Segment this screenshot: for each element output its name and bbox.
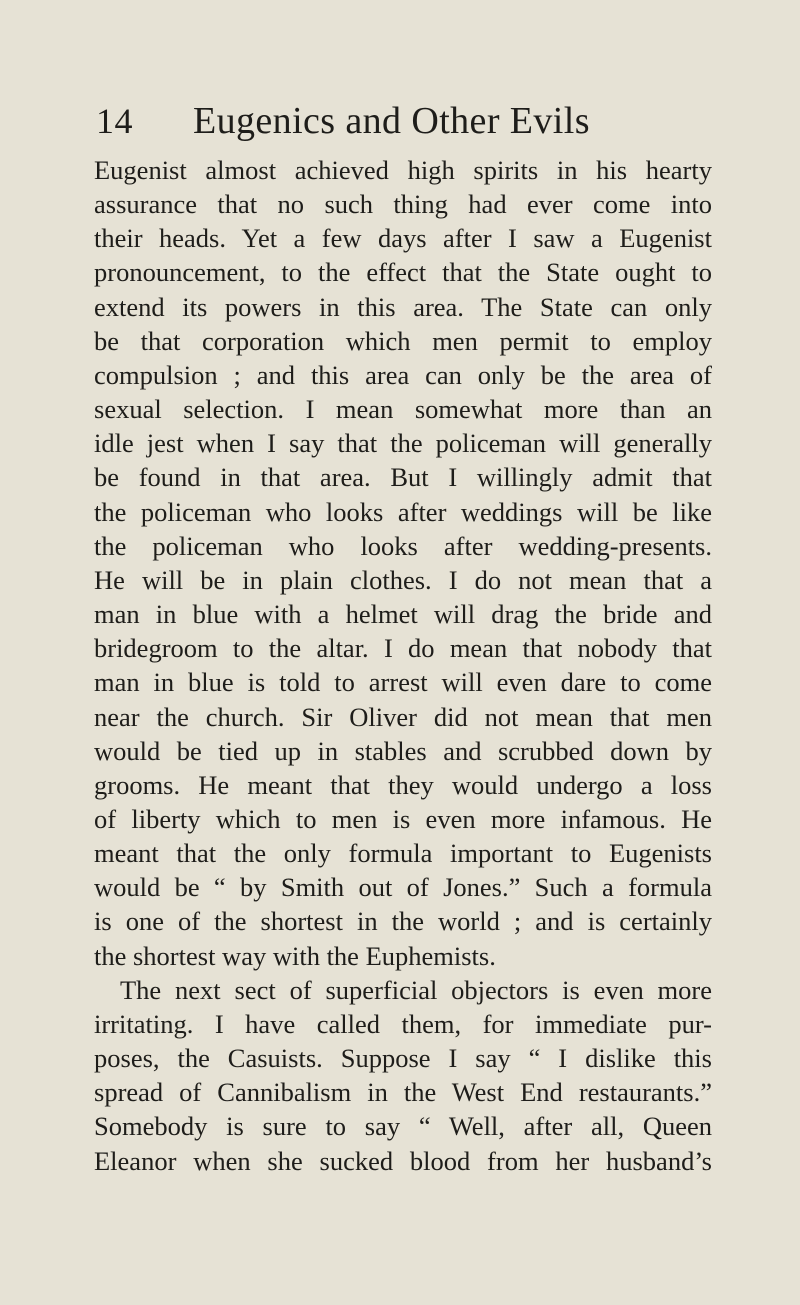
- text-line: irritating. I have called them, for immediate pur-: [94, 1008, 712, 1039]
- text-line: of liberty which to men is even more infamous. He: [94, 803, 712, 834]
- text-line: man in blue is told to arrest will even dare to come: [94, 667, 712, 698]
- text-line: He will be in plain clothes. I do not mean that a: [94, 564, 712, 595]
- page-header: [96, 96, 736, 146]
- text-line: near the church. Sir Oliver did not mean that men: [94, 701, 712, 732]
- text-line: be found in that area. But I willingly admit that: [94, 462, 712, 493]
- text-line: compulsion ; and this area can only be the area of: [94, 359, 712, 390]
- text-line: sexual selection. I mean somewhat more than an: [94, 394, 712, 425]
- body-text: [94, 153, 712, 1178]
- text-line: would be “ by Smith out of Jones.” Such a formula: [94, 872, 712, 903]
- text-line: the policeman who looks after weddings will be like: [94, 496, 712, 527]
- text-line: would be tied up in stables and scrubbed down by: [94, 735, 712, 766]
- paragraph-end-line: the shortest way with the Euphemists.: [94, 940, 496, 971]
- text-line: idle jest when I say that the policeman will generally: [94, 428, 712, 459]
- text-line: extend its powers in this area. The State can only: [94, 291, 712, 322]
- text-line: is one of the shortest in the world ; and is certainly: [94, 906, 712, 937]
- text-line: their heads. Yet a few days after I saw a Eugenist: [94, 223, 712, 254]
- running-title: Eugenics and Other Evils: [193, 100, 590, 142]
- page-number: 14: [96, 101, 133, 141]
- text-line: grooms. He meant that they would undergo a loss: [94, 769, 712, 800]
- text-line: bridegroom to the altar. I do mean that nobody that: [94, 633, 712, 664]
- text-line: Eugenist almost achieved high spirits in his hearty: [94, 155, 712, 185]
- text-line: the policeman who looks after wedding-presents.: [94, 530, 712, 561]
- text-line: be that corporation which men permit to employ: [94, 325, 712, 356]
- text-line: assurance that no such thing had ever come into: [94, 189, 712, 220]
- text-line: spread of Cannibalism in the West End restaurants.”: [94, 1077, 712, 1108]
- text-line: Eleanor when she sucked blood from her husband’s: [94, 1145, 712, 1176]
- paragraph-start-line: The next sect of superficial objectors is even more: [120, 974, 712, 1005]
- text-line: meant that the only formula important to Eugenists: [94, 838, 712, 869]
- text-line: pronouncement, to the effect that the State ought to: [94, 257, 712, 288]
- text-line: Somebody is sure to say “ Well, after all, Queen: [94, 1111, 712, 1142]
- text-line: man in blue with a helmet will drag the bride and: [94, 599, 712, 630]
- text-line: poses, the Casuists. Suppose I say “ I dislike this: [94, 1043, 712, 1074]
